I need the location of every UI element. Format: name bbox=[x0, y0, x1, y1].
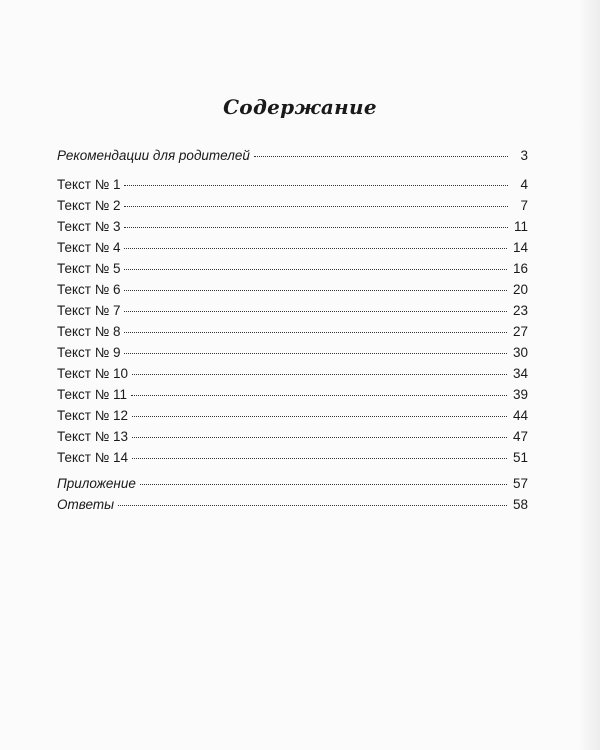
toc-entry-page-number: 11 bbox=[513, 219, 528, 234]
dot-leader bbox=[118, 505, 507, 506]
toc-entry-label: Приложение bbox=[57, 476, 136, 491]
toc-entry bbox=[57, 219, 528, 239]
toc-entry-page-number: 30 bbox=[512, 345, 528, 360]
toc-entry-page-number: 47 bbox=[512, 429, 528, 444]
toc-entry-page-number: 20 bbox=[512, 282, 528, 297]
toc-entry-page-number: 27 bbox=[512, 324, 528, 339]
toc-entry bbox=[57, 408, 528, 428]
toc-entry-page-number: 14 bbox=[512, 240, 528, 255]
toc-entry bbox=[57, 240, 528, 260]
toc-entry-label: Рекомендации для родителей bbox=[57, 148, 250, 163]
toc-entry bbox=[57, 198, 528, 218]
page-title: Содержание bbox=[223, 95, 377, 119]
toc-entry-page-number: 44 bbox=[512, 408, 528, 423]
dot-leader bbox=[132, 437, 507, 438]
dot-leader bbox=[254, 156, 508, 157]
toc-entry bbox=[57, 497, 528, 517]
toc-entry-page-number: 39 bbox=[512, 387, 528, 402]
toc-entry-label: Текст № 9 bbox=[57, 345, 121, 360]
dot-leader bbox=[124, 353, 506, 354]
dot-leader bbox=[132, 374, 507, 375]
toc-entry-label: Текст № 11 bbox=[57, 387, 127, 402]
toc-entry-page-number: 57 bbox=[512, 476, 528, 491]
toc-entry-label: Текст № 2 bbox=[57, 198, 121, 213]
toc-entry bbox=[57, 450, 528, 470]
toc-entry bbox=[57, 476, 528, 496]
dot-leader bbox=[124, 311, 506, 312]
toc-entry-page-number: 34 bbox=[512, 366, 528, 381]
toc-entry bbox=[57, 429, 528, 449]
dot-leader bbox=[124, 290, 506, 291]
toc-entry bbox=[57, 366, 528, 386]
toc-entry bbox=[57, 387, 528, 407]
toc-entry-label: Текст № 14 bbox=[57, 450, 128, 465]
toc-entry-page-number: 7 bbox=[520, 198, 528, 213]
toc-entry-page-number: 3 bbox=[520, 148, 528, 163]
dot-leader bbox=[124, 185, 508, 186]
toc-entry-label: Текст № 12 bbox=[57, 408, 128, 423]
toc-entry bbox=[57, 261, 528, 281]
toc-entry-label: Текст № 7 bbox=[57, 303, 121, 318]
toc-entry-page-number: 58 bbox=[512, 497, 528, 512]
toc-entry-label: Текст № 5 bbox=[57, 261, 121, 276]
toc-entry-page-number: 16 bbox=[512, 261, 528, 276]
dot-leader bbox=[124, 206, 508, 207]
toc-entry bbox=[57, 148, 528, 168]
toc-entry-label: Ответы bbox=[57, 497, 115, 512]
toc-entry bbox=[57, 324, 528, 344]
toc-entry-label: Текст № 1 bbox=[57, 177, 121, 192]
dot-leader bbox=[124, 227, 508, 228]
toc-entry-label: Текст № 10 bbox=[57, 366, 128, 381]
toc-entry bbox=[57, 345, 528, 365]
toc-entry-label: Текст № 6 bbox=[57, 282, 121, 297]
dot-leader bbox=[131, 395, 507, 396]
toc-entry bbox=[57, 282, 528, 302]
dot-leader bbox=[132, 416, 507, 417]
toc-entry-page-number: 51 bbox=[512, 450, 528, 465]
toc-entry-label: Текст № 8 bbox=[57, 324, 121, 339]
toc-entry-page-number: 23 bbox=[512, 303, 528, 318]
dot-leader bbox=[124, 269, 506, 270]
toc-entry-label: Текст № 13 bbox=[57, 429, 128, 444]
toc-entry-label: Текст № 3 bbox=[57, 219, 121, 234]
toc-entry bbox=[57, 303, 528, 323]
dot-leader bbox=[132, 458, 507, 459]
dot-leader bbox=[140, 484, 507, 485]
toc-entry-label: Текст № 4 bbox=[57, 240, 121, 255]
toc-entry bbox=[57, 177, 528, 197]
dot-leader bbox=[124, 332, 506, 333]
toc-entry-page-number: 4 bbox=[520, 177, 528, 192]
dot-leader bbox=[124, 248, 506, 249]
